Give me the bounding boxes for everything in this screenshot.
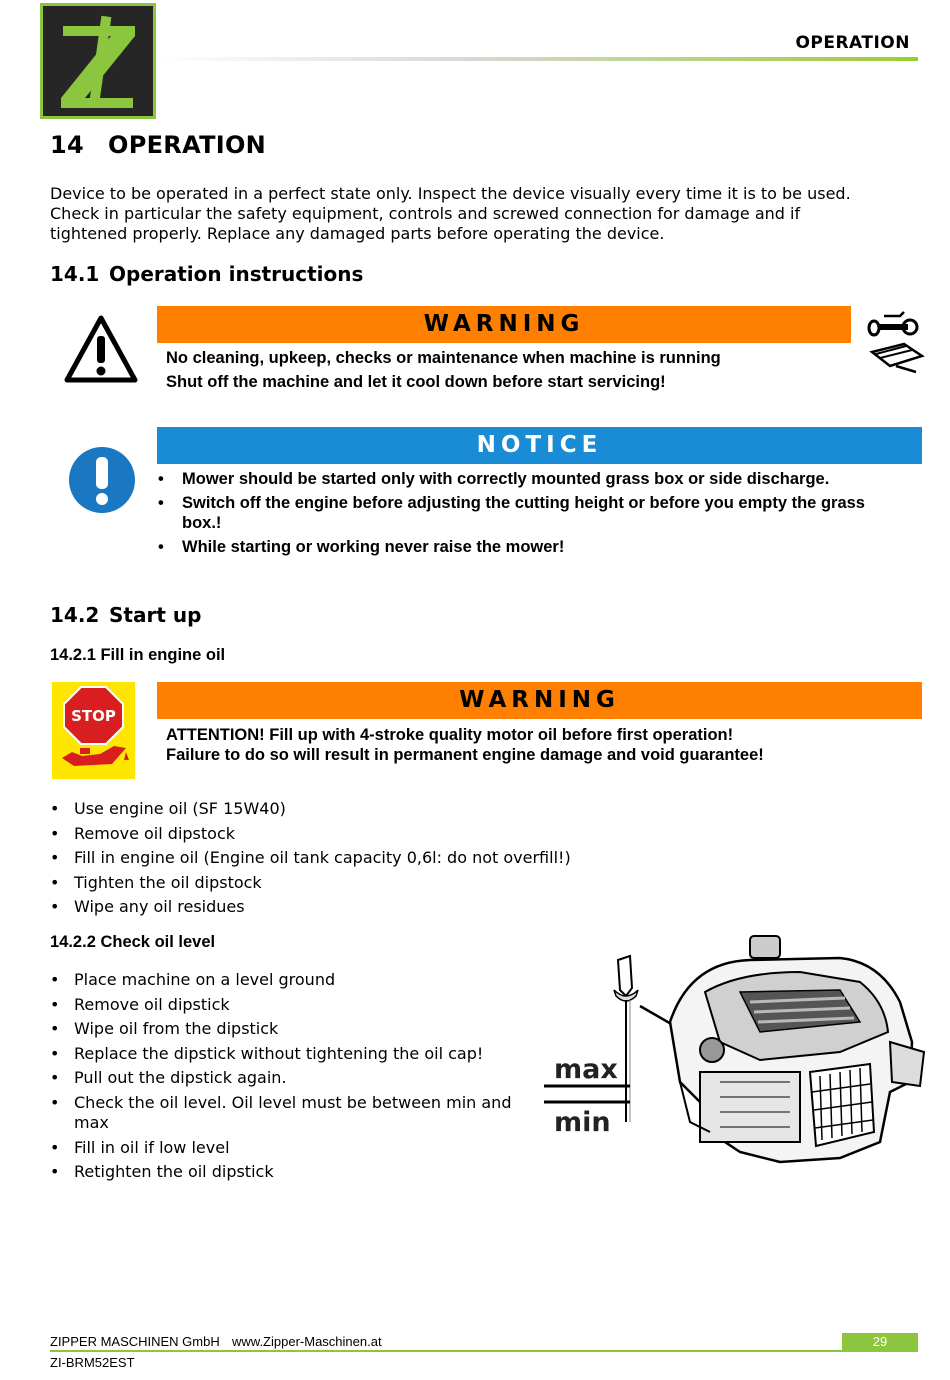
- fill-oil-steps: [50, 799, 670, 922]
- footer-model-code: ZI-BRM52EST: [50, 1355, 135, 1370]
- subsection-title: Operation instructions: [109, 262, 364, 286]
- warning-triangle-icon: [63, 314, 139, 384]
- warning-bar: WARNING: [157, 306, 851, 343]
- list-item: • Use engine oil (SF 15W40): [50, 799, 670, 819]
- notice-item: • Switch off the engine before adjusting the cutting height or before you empty the grass box.!: [158, 493, 878, 533]
- subsection-title: Start up: [109, 603, 202, 627]
- warning-text: [166, 346, 721, 394]
- heading-fill-engine-oil: 14.2.1 Fill in engine oil: [50, 646, 226, 664]
- warning-line: Shut off the machine and let it cool down before start servicing!: [166, 373, 666, 391]
- key-and-manual-icon: [866, 308, 926, 378]
- list-item: • Wipe oil from the dipstick: [50, 1019, 520, 1039]
- oil-warning-bar: WARNING: [157, 682, 922, 719]
- list-item: • Place machine on a level ground: [50, 970, 520, 990]
- stop-sign-text: STOP: [71, 707, 116, 725]
- list-item: • Replace the dipstick without tightening the oil cap!: [50, 1044, 520, 1064]
- list-item: • Pull out the dipstick again.: [50, 1068, 520, 1088]
- check-oil-steps: [50, 970, 520, 1187]
- engine-dipstick-figure: [540, 932, 930, 1182]
- header-title: OPERATION: [795, 33, 910, 53]
- subsection-heading-14-1: [50, 262, 363, 286]
- oil-warning-line: Failure to do so will result in permanent engine damage and void guarantee!: [166, 746, 764, 764]
- zipper-z-logo-icon: [43, 6, 153, 116]
- section-number: 14: [50, 131, 84, 159]
- intro-line: tightened properly. Replace any damaged parts before operating the device.: [50, 224, 665, 243]
- list-item: • Remove oil dipstick: [50, 995, 520, 1015]
- heading-check-oil-level: 14.2.2 Check oil level: [50, 933, 216, 951]
- footer-rule: [50, 1350, 918, 1352]
- footer-company: ZIPPER MASCHINEN GmbH: [50, 1334, 220, 1349]
- list-item: • Wipe any oil residues: [50, 897, 670, 917]
- max-label: max: [554, 1054, 618, 1085]
- brand-logo: [40, 3, 156, 119]
- min-label: min: [554, 1107, 611, 1138]
- list-item: • Check the oil level. Oil level must be between min and max: [50, 1093, 520, 1133]
- list-item: • Retighten the oil dipstick: [50, 1162, 520, 1182]
- notice-item: • Mower should be started only with correctly mounted grass box or side discharge.: [158, 469, 878, 489]
- header-rule: [158, 57, 918, 61]
- section-title: OPERATION: [108, 131, 267, 159]
- list-item: • Fill in engine oil (Engine oil tank capacity 0,6l: do not overfill!): [50, 848, 670, 868]
- list-item: • Tighten the oil dipstock: [50, 873, 670, 893]
- subsection-number: 14.2: [50, 603, 100, 627]
- notice-bar: NOTICE: [157, 427, 922, 464]
- warning-line: No cleaning, upkeep, checks or maintenance when machine is running: [166, 349, 721, 367]
- section-heading: [50, 131, 266, 159]
- mandatory-exclamation-icon: [67, 445, 137, 515]
- notice-item: • While starting or working never raise the mower!: [158, 537, 878, 557]
- intro-line: Check in particular the safety equipment, controls and screwed connection for damage and if: [50, 204, 801, 223]
- subsection-number: 14.1: [50, 262, 100, 286]
- list-item: • Remove oil dipstock: [50, 824, 670, 844]
- oil-warning-text: [166, 725, 764, 765]
- intro-line: Device to be operated in a perfect state only. Inspect the device visually every time it is to be used.: [50, 184, 851, 203]
- oil-warning-line: ATTENTION! Fill up with 4-stroke quality motor oil before first operation!: [166, 726, 734, 744]
- page-number: 29: [842, 1333, 918, 1351]
- list-item: • Fill in oil if low level: [50, 1138, 520, 1158]
- intro-paragraph: [50, 184, 920, 244]
- footer-url: www.Zipper-Maschinen.at: [232, 1334, 382, 1349]
- subsection-heading-14-2: [50, 603, 201, 627]
- notice-list: [158, 469, 878, 561]
- stop-oil-can-icon: [52, 682, 135, 779]
